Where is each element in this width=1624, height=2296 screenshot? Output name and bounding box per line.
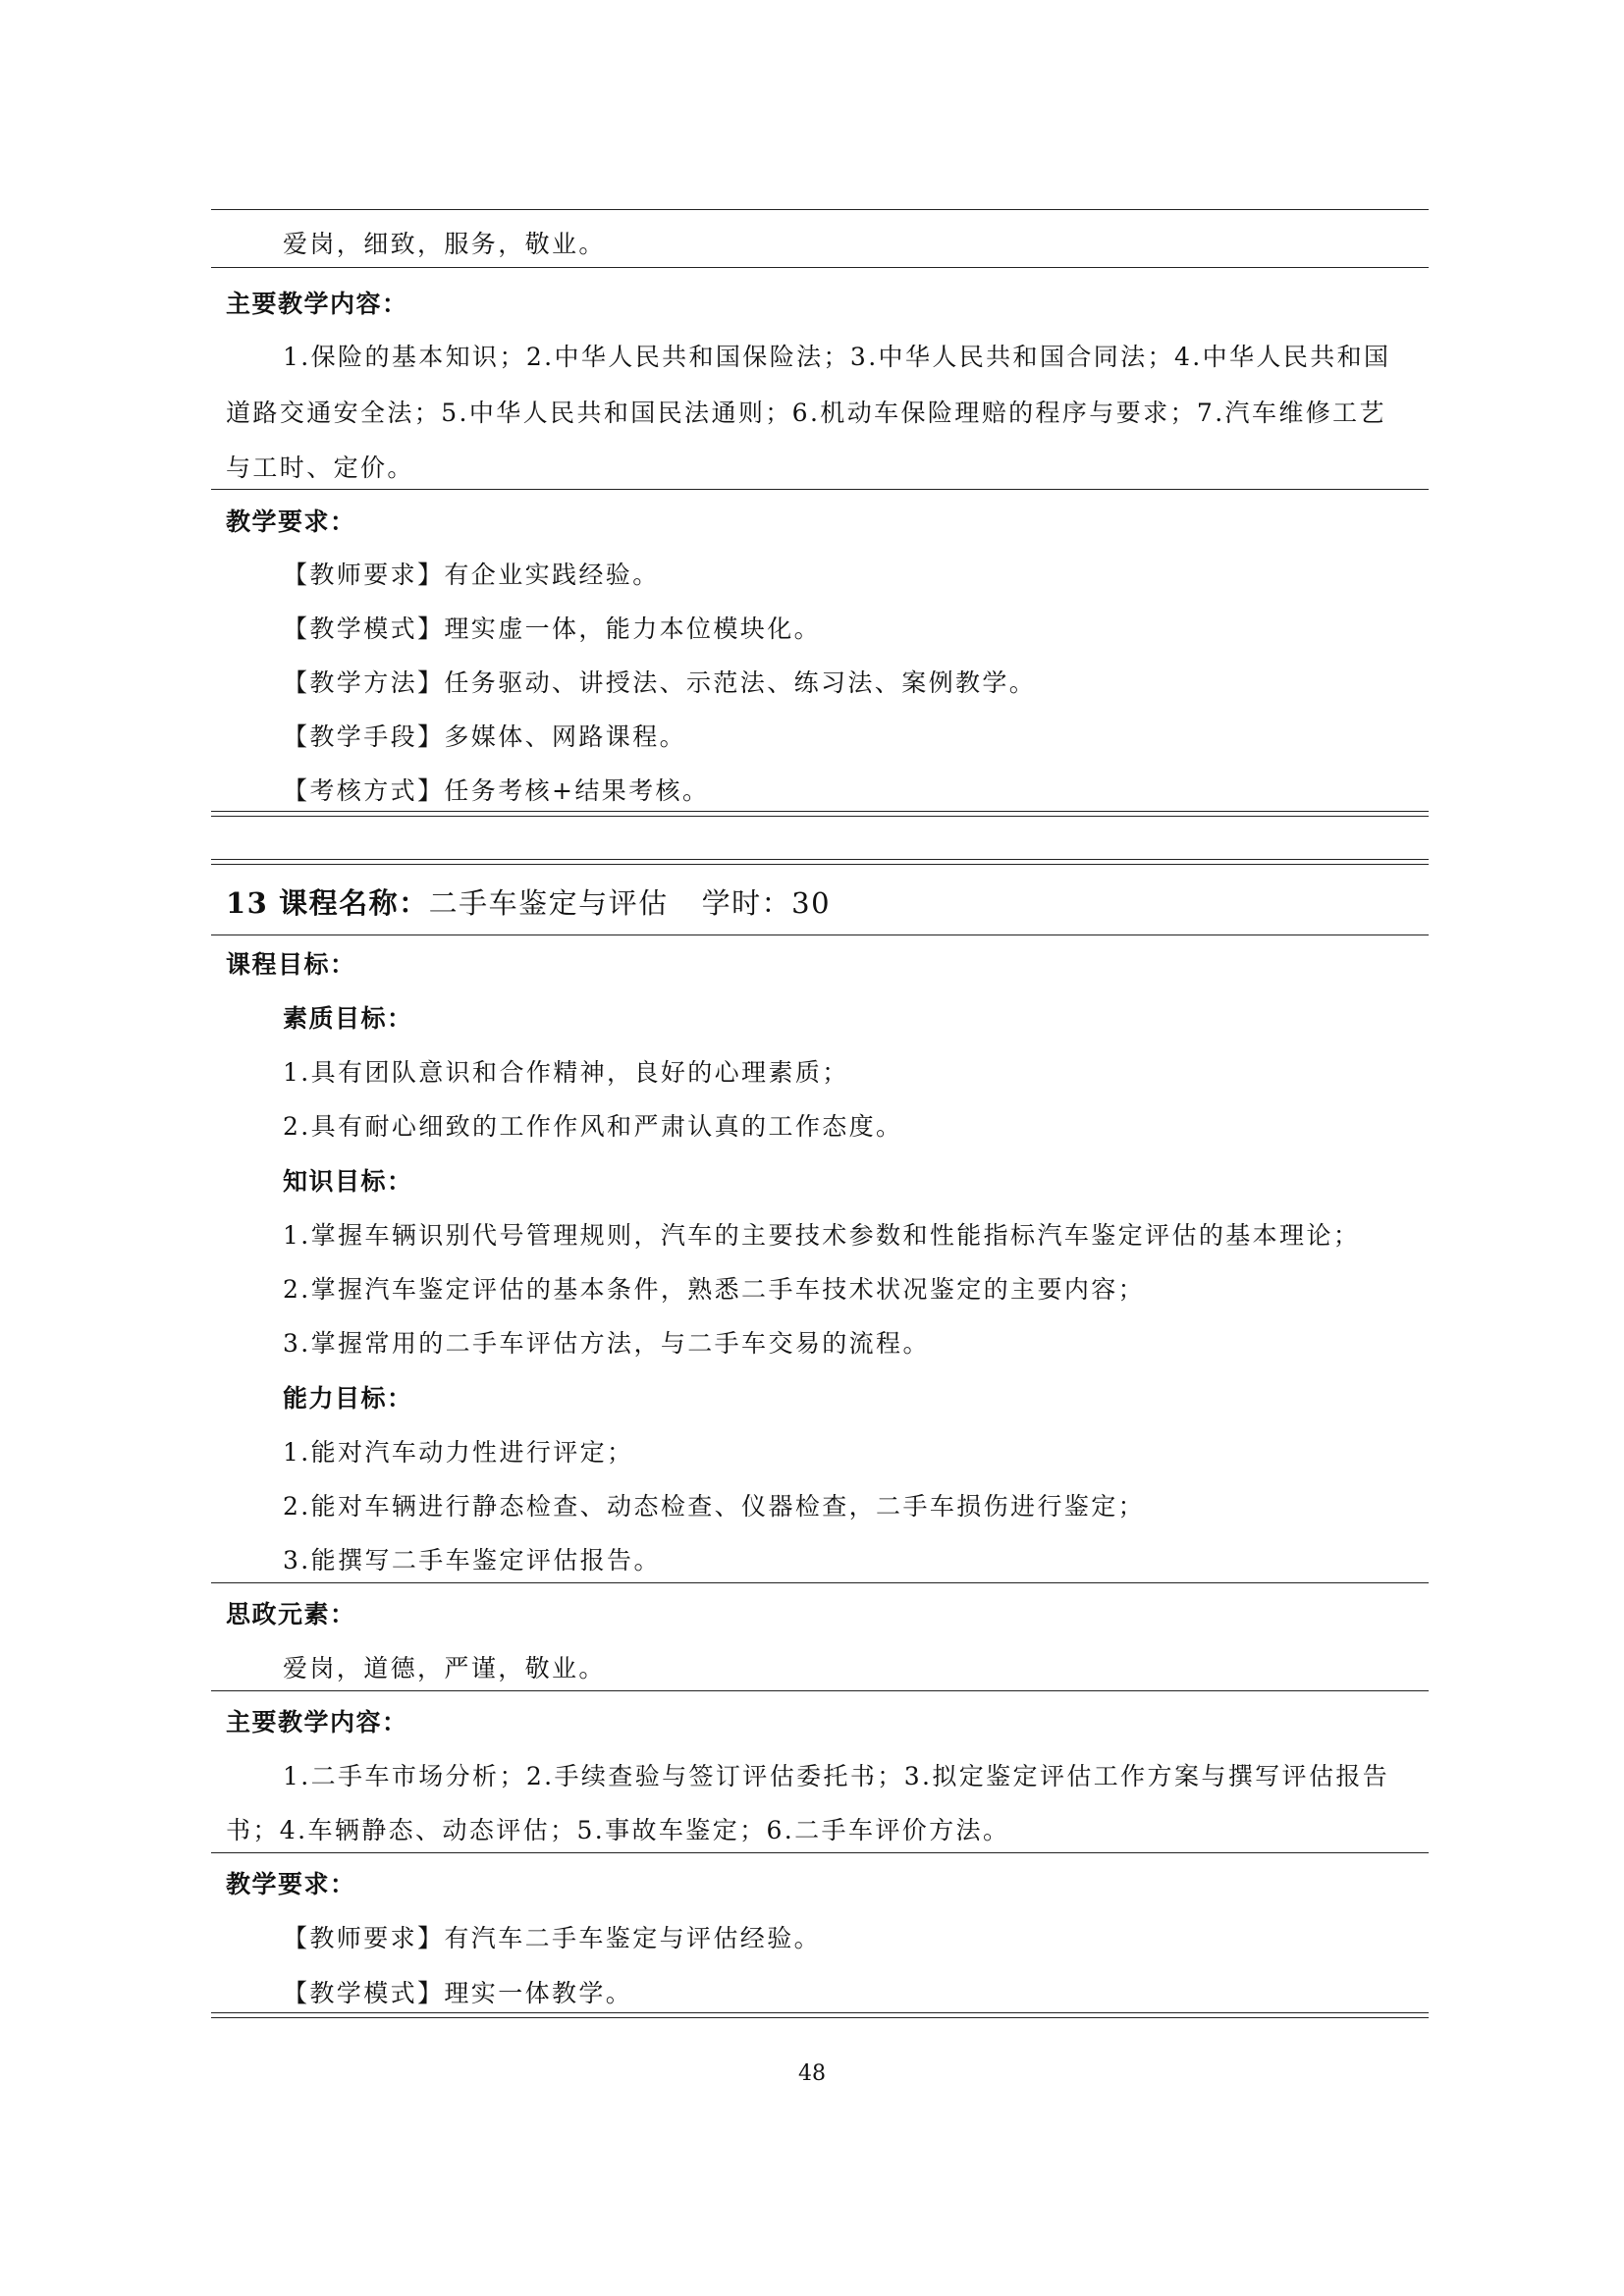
table-rule-bottom [211,2012,1429,2018]
content-line-2-1: 1.二手车市场分析；2.手续查验与签订评估委托书；3.拟定鉴定评估工作方案与撰写评估报告 [283,1762,1390,1790]
course-number: 13 [226,886,269,920]
knowledge-goal-heading: 知识目标： [283,1167,413,1196]
content-line-1-1: 1.保险的基本知识；2.中华人民共和国保险法；3.中华人民共和国合同法；4.中华人民共和国 [283,343,1391,371]
knowledge-goal-line-2: 2.掌握汽车鉴定评估的基本条件，熟悉二手车技术状况鉴定的主要内容； [283,1275,1146,1304]
course-title [226,883,831,923]
requirement-assessment-1: 【考核方式】任务考核+结果考核。 [283,776,710,805]
quality-goal-line-2: 2.具有耐心细致的工作作风和严肃认真的工作态度。 [283,1112,903,1141]
ability-goal-line-1: 1.能对汽车动力性进行评定； [283,1438,634,1467]
course-goal-heading: 课程目标： [226,950,356,979]
requirements-heading-1: 教学要求： [226,507,356,536]
ability-goal-heading: 能力目标： [283,1384,413,1413]
knowledge-goal-line-1: 1.掌握车辆识别代号管理规则，汽车的主要技术参数和性能指标汽车鉴定评估的基本理论； [283,1221,1361,1250]
requirement-teacher-2: 【教师要求】有汽车二手车鉴定与评估经验。 [283,1924,822,1952]
content-line-1-3: 与工时、定价。 [226,454,414,482]
requirements-heading-2: 教学要求： [226,1870,356,1898]
table-rule-top [211,209,1429,210]
sizheng-heading: 思政元素： [226,1600,356,1629]
table-rule [211,1852,1429,1853]
ability-goal-line-3: 3.能撰写二手车鉴定评估报告。 [283,1546,661,1575]
table-rule [211,934,1429,935]
requirement-method-1: 【教学方法】任务驱动、讲授法、示范法、练习法、案例教学。 [283,668,1037,697]
table-rule [211,267,1429,268]
content-heading-1: 主要教学内容： [226,290,408,318]
course-hours: 30 [791,886,832,920]
course-name: 二手车鉴定与评估 [428,886,669,920]
sizheng-text-2: 爱岗，道德，严谨，敬业。 [283,1654,606,1682]
requirement-mode-2: 【教学模式】理实一体教学。 [283,1979,633,2007]
requirement-teacher-1: 【教师要求】有企业实践经验。 [283,561,660,589]
table-rule [211,1582,1429,1583]
knowledge-goal-line-3: 3.掌握常用的二手车评估方法，与二手车交易的流程。 [283,1329,930,1358]
content-line-2-2: 书；4.车辆静态、动态评估；5.事故车鉴定；6.二手车评价方法。 [226,1816,1010,1844]
page-number: 48 [798,2061,826,2086]
content-heading-2: 主要教学内容： [226,1708,408,1736]
course-name-label: 课程名称： [279,886,429,920]
requirement-means-1: 【教学手段】多媒体、网路课程。 [283,722,687,751]
table-rule [211,1690,1429,1691]
ability-goal-line-2: 2.能对车辆进行静态检查、动态检查、仪器检查，二手车损伤进行鉴定； [283,1492,1146,1521]
table-rule-bottom [211,811,1429,817]
table-rule [211,489,1429,490]
quality-goal-heading: 素质目标： [283,1004,413,1033]
content-line-1-2: 道路交通安全法；5.中华人民共和国民法通则；6.机动车保险理赔的程序与要求；7.汽车维修工艺 [226,399,1386,427]
sizheng-text-1: 爱岗，细致，服务，敬业。 [283,230,606,258]
quality-goal-line-1: 1.具有团队意识和合作精神，良好的心理素质； [283,1058,849,1087]
requirement-mode-1: 【教学模式】理实虚一体，能力本位模块化。 [283,614,822,643]
course-hours-label: 学时： [701,886,792,920]
table-rule-top [211,859,1429,865]
